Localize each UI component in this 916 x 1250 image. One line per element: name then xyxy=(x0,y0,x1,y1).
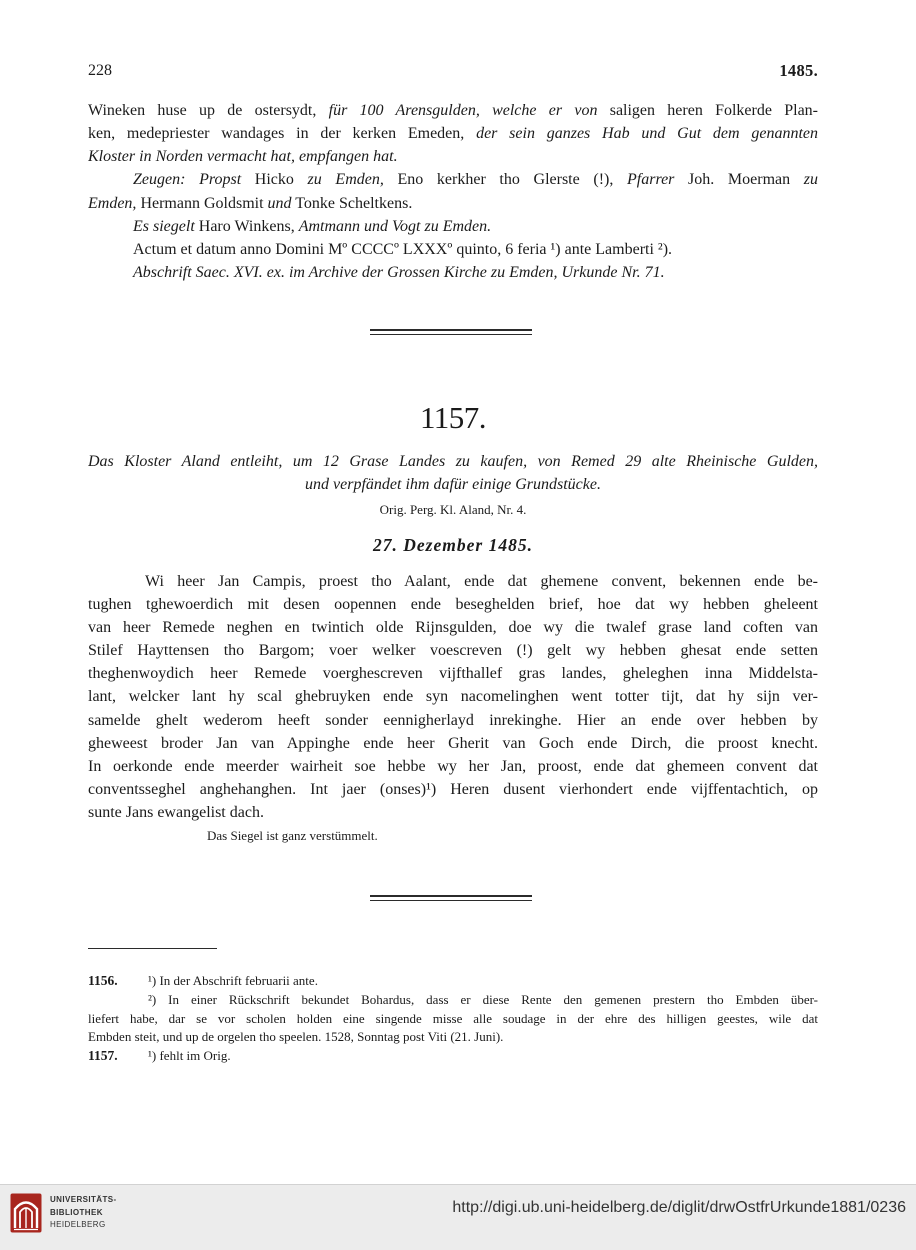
italic-text: Kloster in Norden vermacht hat, empfangen hat. xyxy=(88,148,398,166)
document-number: 1157. xyxy=(419,400,487,435)
charter-text-line: In oerkonde ende meerder wairheit soe hebbe wy her Jan, proost, ende dat ghemeen convent dat xyxy=(88,757,818,775)
charter-text-line: conventsseghel anghehanghen. Int jaer (onses)¹) Heren dusent vierhondert ende vijffentachtich, op xyxy=(88,780,818,798)
bold-text: 1156. xyxy=(88,973,118,988)
italic-text: der sein ganzes Hab und Gut dem genannten xyxy=(476,125,818,143)
roman-text: Wineken huse up de ostersydt, xyxy=(88,102,329,119)
italic-text: für 100 Arensgulden, welche er von xyxy=(328,102,598,119)
italic-text: zu Emden, xyxy=(307,171,384,189)
roman-text: ²) In einer Rückschrift bekundet Bohardus, dass er diese Rente den gemenen prestern tho Embden über- xyxy=(148,991,818,1007)
regest-line: Das Kloster Aland entleiht, um 12 Grase Landes zu kaufen, von Remed 29 alte Rheinische Gulden, xyxy=(88,453,818,470)
charter-text-line: gheweest broder Jan van Appinghe ende heer Gherit van Goch ende Dirch, die proost knecht. xyxy=(88,734,818,752)
footnote-line xyxy=(88,1047,818,1066)
italic-text: zu xyxy=(803,171,818,189)
witnesses-line xyxy=(88,168,818,191)
charter-text-line: samelde ghelt wederom heeft sonder eennigherlayd inrekinghe. Hier an ende over hebben by xyxy=(88,711,818,729)
roman-text: Hicko xyxy=(241,171,308,189)
library-name xyxy=(50,1194,117,1232)
paragraph-line xyxy=(88,122,818,145)
roman-text: Tonke Scheltkens. xyxy=(291,194,413,212)
roman-text: ¹) fehlt im Orig. xyxy=(148,1048,231,1063)
footer-bar xyxy=(0,1184,916,1250)
sealer-line xyxy=(88,215,818,238)
witnesses-line xyxy=(88,192,818,215)
charter-text-line: theghenwoydich heer Remede voerghescreven vijfthallef gras landes, gheleghen inna Middelsta- xyxy=(88,665,818,683)
ub-heidelberg-logo-icon xyxy=(10,1193,42,1233)
charter-text-line: tughen tghewoerdich mit desen oopennen ende beseghelden brief, hoe dat wy hebben gheleent xyxy=(88,596,818,614)
charter-text-line: lant, welcker lant hy scal ghebruyken ende syn nacomelinghen went totter tijt, dat hy sijn ver- xyxy=(88,688,818,706)
roman-text: Haro Winkens, xyxy=(194,217,299,235)
dating-line xyxy=(88,238,818,261)
charter-text-line: sunte Jans ewangelist dach. xyxy=(88,803,264,821)
document-date: 27. Dezember 1485. xyxy=(373,535,533,555)
roman-text: ken, medepriester wandages in der kerken Emeden, xyxy=(88,125,477,143)
double-rule xyxy=(370,329,532,335)
roman-text: Actum et datum anno Domini Mº CCCCº LXXXº quinto, 6 feria ¹) ante Lamberti ²). xyxy=(133,240,673,258)
document-1156-continuation xyxy=(88,99,818,284)
source-line xyxy=(88,261,818,284)
regest xyxy=(88,450,818,496)
roman-text: Hermann Goldsmit xyxy=(136,194,268,212)
footnote-line xyxy=(88,972,818,991)
footnote-line xyxy=(88,991,818,1010)
permalink-url[interactable]: http://digi.ub.uni-heidelberg.de/diglit/drwOstfrUrkunde1881/0236 xyxy=(452,1199,906,1216)
charter-text-line: van heer Remede neghen en twintich olde Rijnsgulden, doe wy die twalef grase land coften van xyxy=(88,619,818,637)
roman-text: saligen heren Folkerde Plan- xyxy=(597,102,818,119)
library-name-line: UNIVERSITÄTS- xyxy=(50,1195,117,1204)
footnote-line xyxy=(88,1028,818,1047)
charter-text-line: Wi heer Jan Campis, proest tho Aalant, ende dat ghemene convent, bekennen ende be- xyxy=(145,573,818,590)
paragraph-line xyxy=(88,145,818,168)
source-note: Orig. Perg. Kl. Aland, Nr. 4. xyxy=(379,502,527,517)
footnote-rule xyxy=(88,948,217,949)
italic-text: Emden, xyxy=(88,194,137,212)
italic-text: und xyxy=(267,194,292,212)
library-name-line: BIBLIOTHEK xyxy=(50,1207,103,1217)
footnotes xyxy=(88,972,818,1066)
page-header xyxy=(88,60,818,82)
double-rule xyxy=(370,895,532,901)
italic-text: Zeugen: Propst xyxy=(133,171,242,189)
charter-text-line: Stilef Hayttensen tho Bargom; voer welker voescreven (!) gelt wy hebben ghesat ende setten xyxy=(88,642,818,660)
italic-text: Abschrift Saec. XVI. ex. im Archive der Grossen Kirche zu Emden, Urkunde Nr. 71. xyxy=(133,263,665,281)
bold-text: 1157. xyxy=(88,1048,118,1063)
italic-text: Pfarrer xyxy=(627,171,675,189)
roman-text: ¹) In der Abschrift februarii ante. xyxy=(148,973,318,988)
page-number: 228 xyxy=(88,62,112,79)
seal-note: Das Siegel ist ganz verstümmelt. xyxy=(207,828,378,843)
roman-text: Joh. Moerman xyxy=(674,171,804,189)
italic-text: Amtmann und Vogt zu Emden. xyxy=(298,217,492,235)
paragraph-line xyxy=(88,99,818,122)
library-name-line: HEIDELBERG xyxy=(50,1220,106,1229)
italic-text: Es siegelt xyxy=(133,217,195,235)
charter-text xyxy=(88,570,818,824)
roman-text: Eno kerkher tho Glerste (!), xyxy=(383,171,627,189)
regest-line: und verpfändet ihm dafür einige Grundstücke. xyxy=(305,476,601,493)
roman-text: Embden steit, und up de orgelen tho speelen. 1528, Sonntag post Viti (21. Juni). xyxy=(88,1029,504,1045)
roman-text: liefert habe, dar se vor scholen holden eine singende misse alle soudage in der ehre des hilligen geestes, wile dat xyxy=(88,1010,818,1026)
running-year: 1485. xyxy=(779,61,818,80)
footnote-line xyxy=(88,1010,818,1029)
